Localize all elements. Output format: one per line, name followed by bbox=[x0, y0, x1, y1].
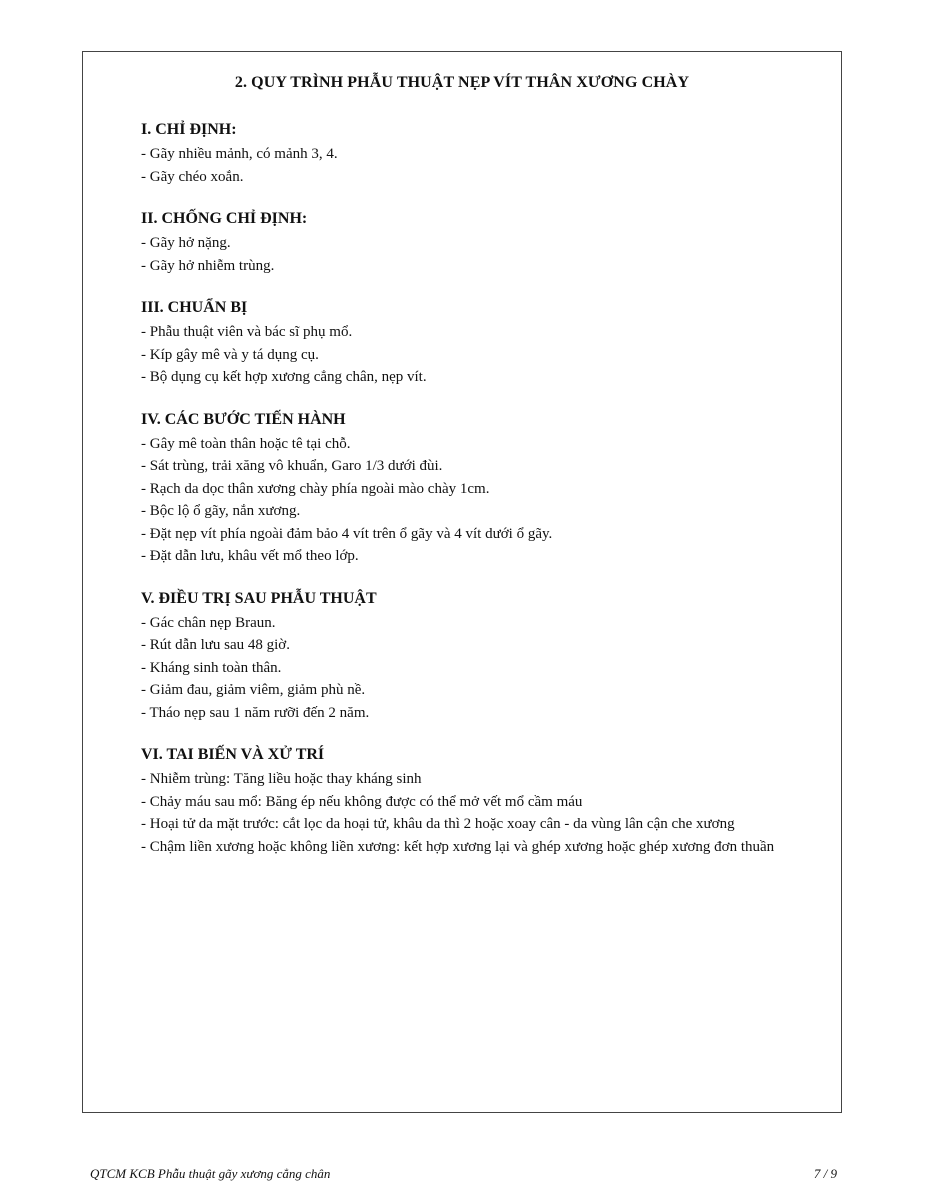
list-item: - Gãy hở nặng. bbox=[141, 235, 231, 251]
list-item: - Rút dẫn lưu sau 48 giờ. bbox=[141, 637, 290, 653]
section-post-op-treatment bbox=[141, 588, 821, 725]
list-item: - Gãy nhiều mảnh, có mảnh 3, 4. bbox=[141, 146, 338, 162]
section-items bbox=[141, 232, 821, 277]
list-item: - Chảy máu sau mổ: Băng ép nếu không được có thể mở vết mổ cầm máu bbox=[141, 793, 583, 810]
section-contraindications bbox=[141, 208, 821, 277]
list-item: - Đặt nẹp vít phía ngoài đảm bảo 4 vít trên ổ gãy và 4 vít dưới ổ gãy. bbox=[141, 525, 553, 542]
section-heading: I. CHỈ ĐỊNH: bbox=[141, 121, 237, 138]
list-item: - Hoại tử da mặt trước: cắt lọc da hoại tử, khâu da thì 2 hoặc xoay cân - da vùng lân cận che xương bbox=[141, 816, 735, 832]
document-title: 2. QUY TRÌNH PHẪU THUẬT NẸP VÍT THÂN XƯƠNG CHÀY bbox=[234, 74, 690, 91]
list-item: - Đặt dẫn lưu, khâu vết mổ theo lớp. bbox=[141, 548, 359, 564]
footer-page-number: 7 / 9 bbox=[813, 1166, 837, 1181]
section-items bbox=[141, 143, 821, 188]
list-item: - Gác chân nẹp Braun. bbox=[141, 614, 276, 631]
section-heading: II. CHỐNG CHỈ ĐỊNH: bbox=[141, 210, 308, 227]
list-item: - Gãy chéo xoắn. bbox=[141, 168, 244, 185]
section-heading: VI. TAI BIẾN VÀ XỬ TRÍ bbox=[141, 746, 325, 763]
list-item: - Tháo nẹp sau 1 năm rưỡi đến 2 năm. bbox=[141, 704, 370, 721]
list-item: - Gãy hở nhiễm trùng. bbox=[141, 257, 275, 274]
footer-document-name: QTCM KCB Phẫu thuật gãy xương cẳng chân bbox=[90, 1166, 331, 1181]
section-items bbox=[141, 321, 821, 389]
section-items bbox=[141, 612, 821, 725]
list-item: - Giảm đau, giảm viêm, giảm phù nề. bbox=[141, 682, 366, 698]
document-body bbox=[141, 119, 821, 878]
section-preparation bbox=[141, 297, 821, 389]
list-item: - Bộ dụng cụ kết hợp xương cẳng chân, nẹp vít. bbox=[141, 369, 427, 385]
list-item: - Rạch da dọc thân xương chày phía ngoài mào chày 1cm. bbox=[141, 480, 490, 497]
section-complications bbox=[141, 744, 821, 858]
list-item: - Nhiễm trùng: Tăng liều hoặc thay kháng sinh bbox=[141, 771, 422, 787]
list-item: - Kháng sinh toàn thân. bbox=[141, 659, 282, 676]
list-item: - Bộc lộ ổ gãy, nắn xương. bbox=[141, 503, 301, 519]
section-items bbox=[141, 768, 821, 858]
section-items bbox=[141, 433, 821, 568]
list-item: - Gây mê toàn thân hoặc tê tại chỗ. bbox=[141, 435, 351, 452]
section-heading: IV. CÁC BƯỚC TIẾN HÀNH bbox=[141, 410, 346, 428]
section-procedure-steps bbox=[141, 409, 821, 568]
list-item: - Phẫu thuật viên và bác sĩ phụ mổ. bbox=[141, 324, 353, 340]
section-indications bbox=[141, 119, 821, 188]
list-item: - Sát trùng, trải xăng vô khuẩn, Garo 1/3 dưới đùi. bbox=[141, 458, 443, 474]
list-item: - Kíp gây mê và y tá dụng cụ. bbox=[141, 346, 319, 363]
section-heading: V. ĐIỀU TRỊ SAU PHẪU THUẬT bbox=[141, 589, 377, 607]
section-heading: III. CHUẨN BỊ bbox=[141, 299, 248, 316]
list-item: - Chậm liền xương hoặc không liền xương: kết hợp xương lại và ghép xương hoặc ghép xương đơn thuần bbox=[141, 838, 775, 855]
